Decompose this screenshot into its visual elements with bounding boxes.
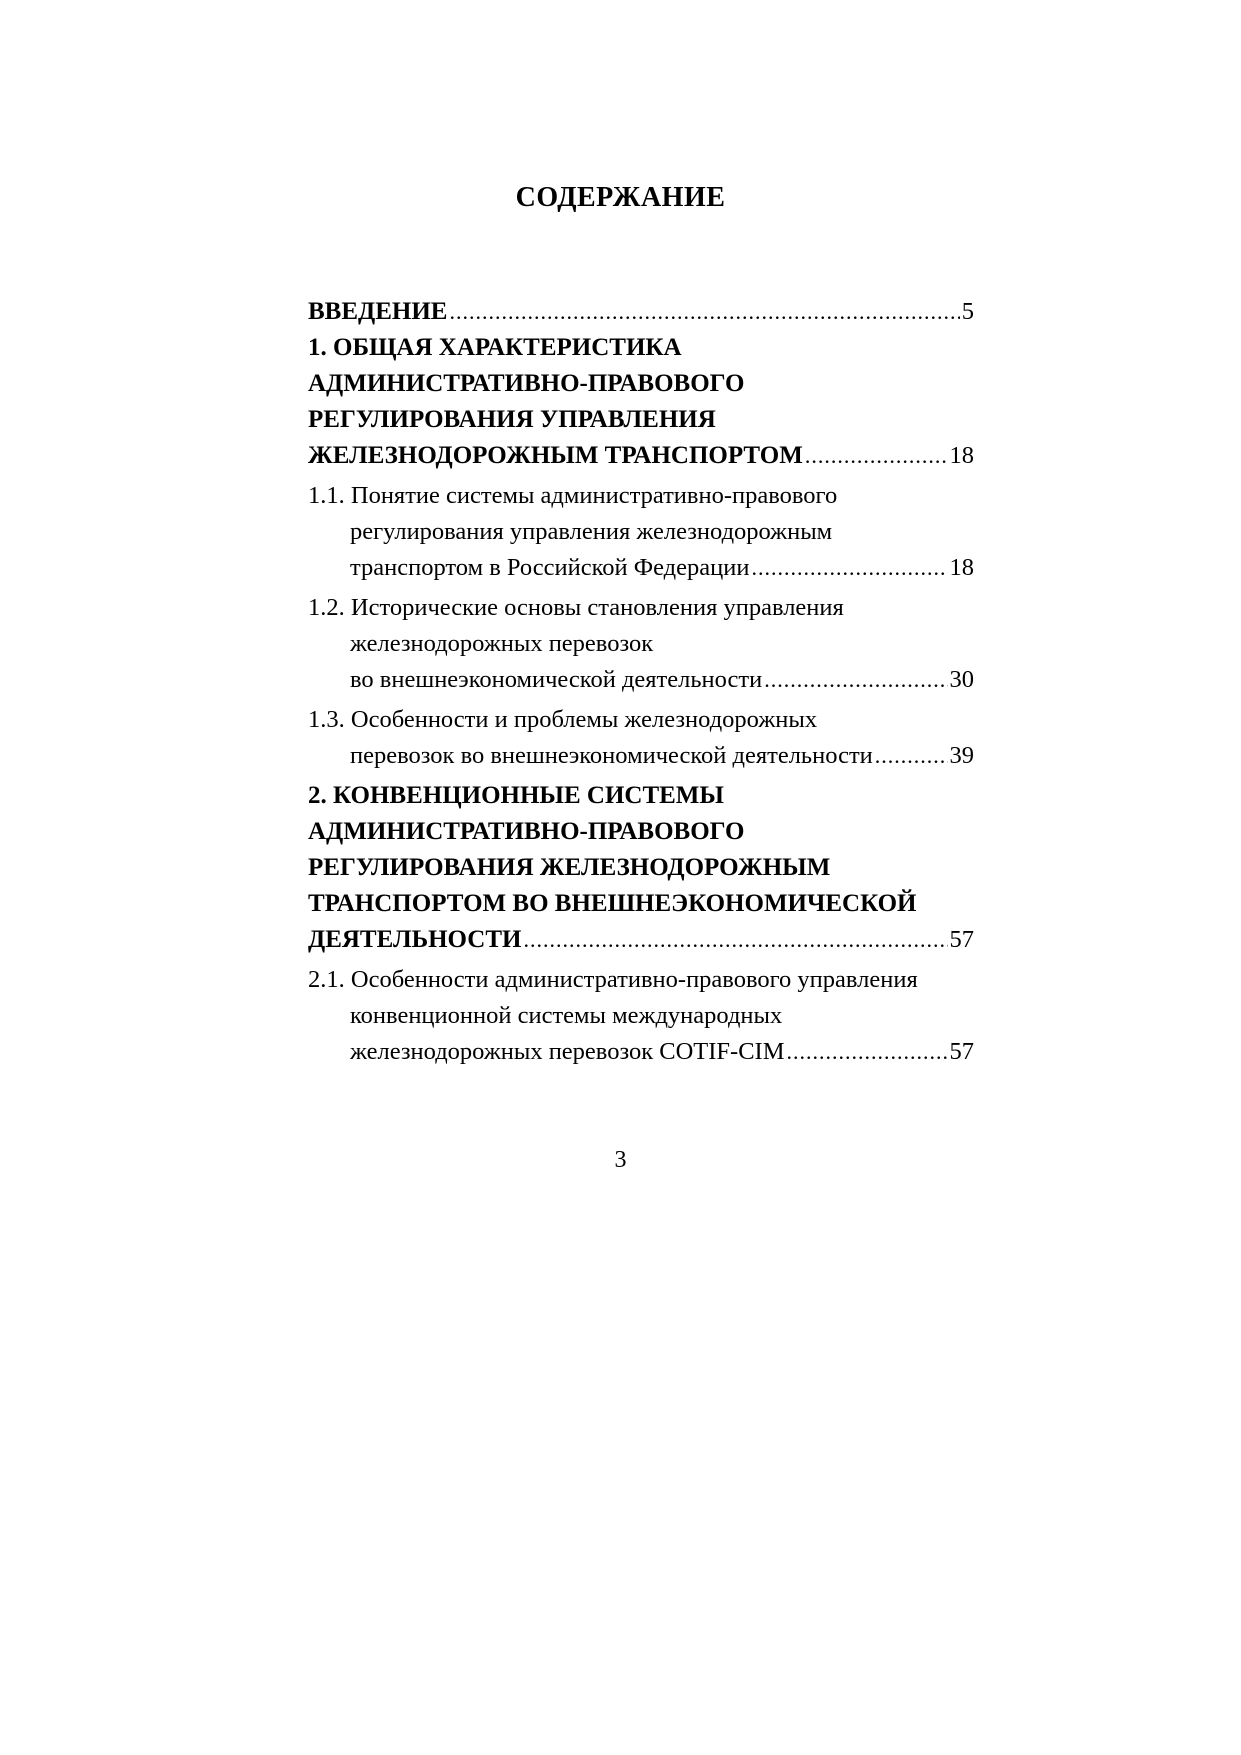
toc-line: АДМИНИСТРАТИВНО-ПРАВОВОГО (308, 370, 745, 397)
toc-entry-title: ДЕЯТЕЛЬНОСТИ (308, 926, 522, 953)
toc-line: РЕГУЛИРОВАНИЯ ЖЕЛЕЗНОДОРОЖНЫМ (308, 854, 831, 881)
dot-leader (787, 1034, 948, 1070)
toc-line (308, 1034, 974, 1070)
toc-page-number: 30 (949, 666, 974, 693)
toc-line (308, 922, 974, 958)
toc-entry-title: во внешнеэкономической деятельности (350, 666, 763, 693)
toc-entry-title: ЖЕЛЕЗНОДОРОЖНЫМ ТРАНСПОРТОМ (308, 442, 803, 469)
toc-entry-chapter (308, 294, 974, 330)
table-of-contents (308, 294, 974, 1070)
toc-line: конвенционной системы международных (350, 1002, 783, 1029)
page-title: СОДЕРЖАНИЕ (515, 182, 726, 213)
toc-line: РЕГУЛИРОВАНИЯ УПРАВЛЕНИЯ (308, 406, 716, 433)
dot-leader (751, 550, 947, 586)
toc-line (308, 294, 974, 330)
toc-line: регулирования управления железнодорожным (350, 518, 833, 545)
toc-line (308, 438, 974, 474)
toc-line (308, 662, 974, 698)
toc-line: 1.1. Понятие системы административно-правового (308, 482, 838, 509)
toc-entry-section (308, 702, 974, 774)
dot-leader (875, 738, 948, 774)
toc-line: 1. ОБЩАЯ ХАРАКТЕРИСТИКА (308, 334, 682, 361)
dot-leader (523, 922, 947, 958)
toc-page-number: 5 (961, 298, 974, 325)
toc-page-number: 57 (949, 926, 974, 953)
toc-page-number: 39 (949, 742, 974, 769)
toc-entry-chapter (308, 778, 974, 958)
toc-page-number: 18 (949, 554, 974, 581)
toc-line: 2. КОНВЕНЦИОННЫЕ СИСТЕМЫ (308, 782, 724, 809)
dot-leader (805, 438, 948, 474)
toc-entry-title: транспортом в Российской Федерации (350, 554, 750, 581)
toc-line: 1.2. Исторические основы становления управления (308, 594, 844, 621)
toc-entry-title: перевозок во внешнеэкономической деятельности (350, 742, 873, 769)
toc-page-number: 57 (949, 1038, 974, 1065)
toc-page-number: 18 (949, 442, 974, 469)
toc-entry-title: ВВЕДЕНИЕ (308, 298, 448, 325)
dot-leader (449, 294, 959, 330)
dot-leader (764, 662, 947, 698)
toc-line: АДМИНИСТРАТИВНО-ПРАВОВОГО (308, 818, 745, 845)
toc-line: 1.3. Особенности и проблемы железнодорожных (308, 706, 818, 733)
toc-line (308, 738, 974, 774)
page-number: 3 (614, 1147, 627, 1173)
toc-entry-section (308, 478, 974, 586)
toc-line: ТРАНСПОРТОМ ВО ВНЕШНЕЭКОНОМИЧЕСКОЙ (308, 890, 917, 917)
toc-entry-section (308, 590, 974, 698)
toc-line (308, 550, 974, 586)
toc-line: 2.1. Особенности административно-правового управления (308, 966, 918, 993)
toc-entry-chapter (308, 330, 974, 474)
toc-entry-section (308, 962, 974, 1070)
toc-line: железнодорожных перевозок (350, 630, 654, 657)
toc-entry-title: железнодорожных перевозок COTIF-CIM (350, 1038, 785, 1065)
